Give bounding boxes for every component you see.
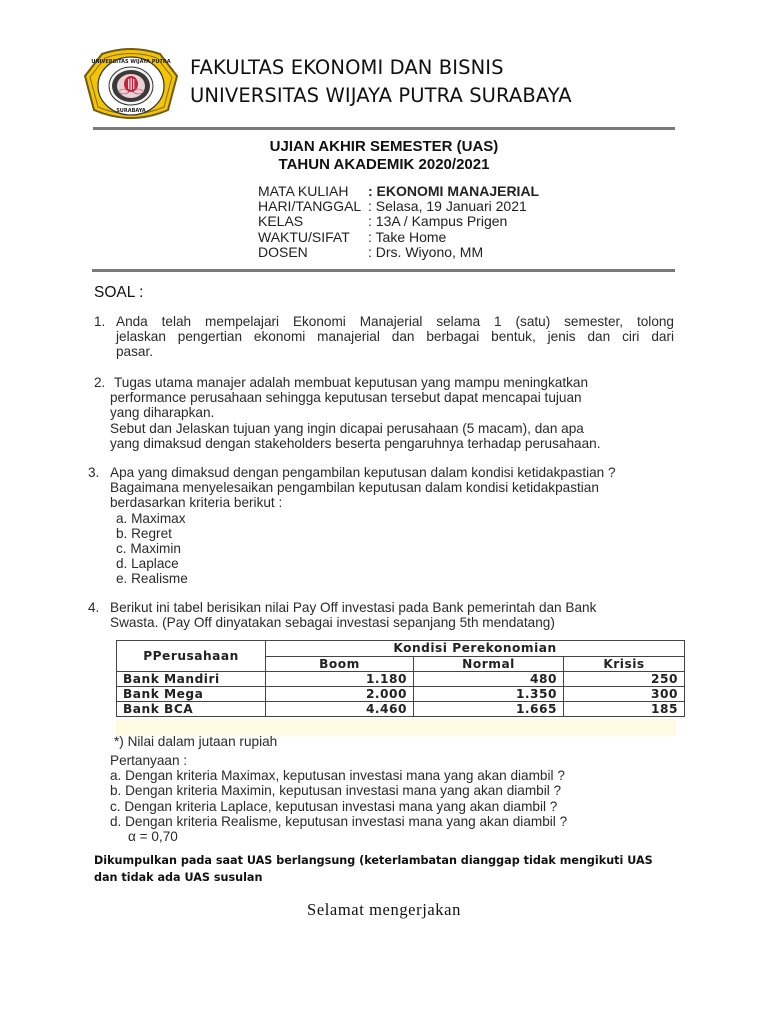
cell-krisis: 300 bbox=[564, 687, 685, 702]
info-value-class: : 13A / Kampus Prigen bbox=[368, 213, 508, 229]
header-normal: Normal bbox=[414, 656, 564, 672]
pertanyaan-block bbox=[110, 753, 690, 844]
info-divider bbox=[92, 269, 675, 272]
cell-name: Bank BCA bbox=[117, 702, 266, 717]
question-3-option-d: d. Laplace bbox=[116, 556, 179, 572]
info-value-mode: : Take Home bbox=[368, 229, 447, 245]
payoff-table bbox=[116, 640, 685, 717]
question-1-line-2: jelaskan pengertian ekonomi manajerial dan berbagai bentuk, jenis dan ciri dari bbox=[116, 329, 674, 345]
question-3-line-3: berdasarkan kriteria berikut : bbox=[110, 495, 283, 511]
question-2 bbox=[94, 375, 674, 451]
info-value-lecturer: : Drs. Wiyono, MM bbox=[368, 244, 484, 260]
table-row bbox=[117, 687, 685, 702]
submission-notice-line-2: dan tidak ada UAS susulan bbox=[94, 871, 263, 884]
header-krisis: Krisis bbox=[564, 656, 685, 672]
question-3-option-a: a. Maximax bbox=[116, 510, 186, 526]
faculty-name: FAKULTAS EKONOMI DAN BISNIS bbox=[190, 56, 504, 79]
question-2-line-5: yang dimaksud dengan stakeholders beserta pengaruhnya terhadap perusahaan. bbox=[110, 435, 601, 451]
question-4-line-2: Swasta. (Pay Off dinyatakan sebagai investasi sepanjang 5th mendatang) bbox=[110, 615, 555, 631]
pertanyaan-b: b. Dengan kriteria Maximin, keputusan investasi mana yang akan diambil ? bbox=[110, 783, 562, 799]
university-name: UNIVERSITAS WIJAYA PUTRA SURABAYA bbox=[190, 84, 572, 107]
academic-year: TAHUN AKADEMIK 2020/2021 bbox=[278, 156, 490, 173]
cell-normal: 1.665 bbox=[414, 702, 564, 717]
question-3-line-1: Apa yang dimaksud dengan pengambilan keputusan dalam kondisi ketidakpastian ? bbox=[110, 465, 616, 480]
svg-text:UNIVERSITAS WIJAYA PUTRA: UNIVERSITAS WIJAYA PUTRA bbox=[91, 59, 171, 65]
exam-title: UJIAN AKHIR SEMESTER (UAS) bbox=[269, 138, 499, 155]
pertanyaan-c: c. Dengan kriteria Laplace, keputusan investasi mana yang akan diambil ? bbox=[110, 798, 558, 814]
pertanyaan-d: d. Dengan kriteria Realisme, keputusan investasi mana yang akan diambil ? bbox=[110, 813, 568, 829]
closing-message: Selamat mengerjakan bbox=[307, 900, 461, 919]
svg-text:SURABAYA: SURABAYA bbox=[116, 108, 146, 114]
question-2-line-2: performance perusahaan sehingga keputusan tersebut dapat mencapai tujuan bbox=[110, 390, 582, 406]
question-1 bbox=[94, 314, 674, 360]
cell-name: Bank Mega bbox=[117, 687, 266, 702]
question-4-number: 4. bbox=[88, 600, 100, 615]
question-3-option-e: e. Realisme bbox=[116, 571, 188, 587]
info-value-course: : EKONOMI MANAJERIAL bbox=[368, 183, 540, 199]
question-2-line-3: yang diharapkan. bbox=[110, 405, 215, 421]
header-divider bbox=[93, 127, 675, 130]
cell-normal: 1.350 bbox=[414, 687, 564, 702]
question-2-line-4: Sebut dan Jelaskan tujuan yang ingin dicapai perusahaan (5 macam), dan apa bbox=[110, 420, 584, 436]
question-1-line-3: pasar. bbox=[116, 344, 154, 360]
table-header-row bbox=[117, 641, 685, 657]
question-3-number: 3. bbox=[88, 465, 100, 480]
question-4 bbox=[88, 600, 688, 630]
info-label-course: MATA KULIAH bbox=[258, 183, 349, 199]
table-row bbox=[117, 672, 685, 687]
question-3 bbox=[88, 465, 688, 587]
cell-boom: 1.180 bbox=[266, 672, 414, 687]
info-label-class: KELAS bbox=[258, 213, 304, 229]
table-row bbox=[117, 702, 685, 717]
soal-heading: SOAL : bbox=[94, 284, 144, 301]
header-company: PPerusahaan bbox=[117, 641, 266, 672]
info-label-mode: WAKTU/SIFAT bbox=[258, 229, 350, 245]
cell-name: Bank Mandiri bbox=[117, 672, 266, 687]
question-3-option-c: c. Maximin bbox=[116, 541, 181, 557]
question-2-line-1: Tugas utama manajer adalah membuat keputusan yang mampu meningkatkan bbox=[114, 375, 589, 390]
question-4-line-1: Berikut ini tabel berisikan nilai Pay Off investasi pada Bank pemerintah dan Bank bbox=[110, 600, 597, 615]
university-logo bbox=[82, 46, 180, 124]
pertanyaan-a: a. Dengan kriteria Maximax, keputusan investasi mana yang akan diambil ? bbox=[110, 768, 565, 784]
pertanyaan-heading: Pertanyaan : bbox=[110, 753, 188, 768]
alpha-value: α = 0,70 bbox=[128, 829, 178, 845]
cell-krisis: 185 bbox=[564, 702, 685, 717]
question-1-line-1: Anda telah mempelajari Ekonomi Manajerial selama 1 (satu) semester, tolong bbox=[116, 314, 674, 329]
cell-krisis: 250 bbox=[564, 672, 685, 687]
info-label-lecturer: DOSEN bbox=[258, 244, 308, 260]
submission-notice-line-1: Dikumpulkan pada saat UAS berlangsung (keterlambatan dianggap tidak mengikuti UAS bbox=[94, 854, 653, 867]
cell-boom: 4.460 bbox=[266, 702, 414, 717]
header-boom: Boom bbox=[266, 656, 414, 672]
info-value-date: : Selasa, 19 Januari 2021 bbox=[368, 198, 527, 214]
university-seal-icon bbox=[82, 46, 180, 124]
question-1-number: 1. bbox=[94, 314, 106, 329]
cell-normal: 480 bbox=[414, 672, 564, 687]
header-economic-condition: Kondisi Perekonomian bbox=[266, 641, 685, 657]
question-2-number: 2. bbox=[94, 375, 106, 390]
info-label-date: HARI/TANGGAL bbox=[258, 198, 362, 214]
cell-boom: 2.000 bbox=[266, 687, 414, 702]
question-3-option-b: b. Regret bbox=[116, 525, 172, 541]
question-3-line-2: Bagaimana menyelesaikan pengambilan keputusan dalam kondisi ketidakpastian bbox=[110, 480, 599, 496]
table-note: *) Nilai dalam jutaan rupiah bbox=[114, 734, 278, 749]
